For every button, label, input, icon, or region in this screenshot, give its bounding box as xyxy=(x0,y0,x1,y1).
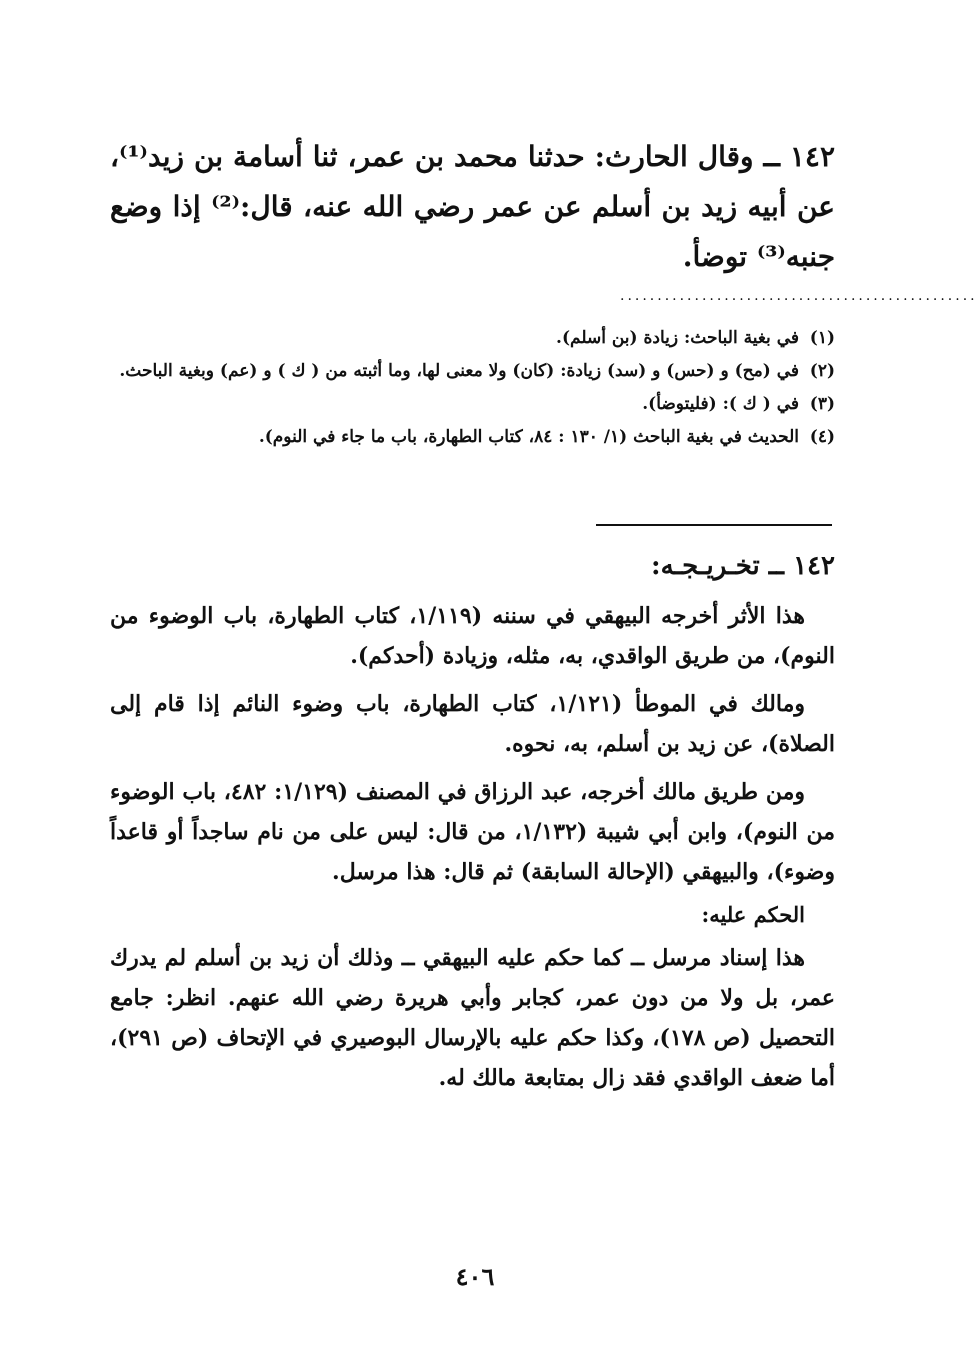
footnote-number: (٤) xyxy=(809,427,835,447)
footnote-text: في (مح) و (حس) و (سد) زيادة: (كان) ولا معنى لها، وما أثبته من ( ك ) و (عم) وبغية الباحث. xyxy=(119,361,799,381)
judgment-paragraph: هذا إسناد مرسل ــ كما حكم عليه البيهقي ــ وذلك أن زيد بن أسلم لم يدرك عمر، بل ولا من دون عمر، كجابر وأبي هريرة رضي الله عنهم. انظر: جامع التحصيل (ص ١٧٨)، وكذا حكم عليه بالإرسال البوصيري في الإتحاف (ص ٢٩١)، أما ضعف الواقدي فقد زال بمتابعة مالك له. xyxy=(110,945,836,1091)
footnote-text: في ( ك ): (فليتوضأ). xyxy=(642,394,799,414)
footnote-separator-dots: ................................................ xyxy=(620,288,978,304)
takhrij-heading: ١٤٢ ــ تخـريـجـه: xyxy=(650,551,835,581)
footnote-3 xyxy=(110,388,835,421)
footnotes xyxy=(110,322,835,454)
takhrij-body xyxy=(110,596,835,1106)
footnote-2 xyxy=(110,355,835,388)
footnote-text: في بغية الباحث: زيادة (بن أسلم). xyxy=(556,328,799,348)
footnote-number: (٢) xyxy=(809,361,835,381)
takhrij-paragraph-2: ومالك في الموطأ (١/١٢١، كتاب الطهارة، باب وضوء النائم إذا قام إلى الصلاة)، عن زيد بن أسلم، به، نحوه. xyxy=(110,691,835,757)
hadith-text: ١٤٢ ــ وقال الحارث: حدثنا محمد بن عمر، ثنا أسامة بن زيد⁽¹⁾، عن أبيه زيد بن أسلم عن عمر رضي الله عنه، قال:⁽²⁾ إذا وضع جنبه⁽³⁾ توضأ. xyxy=(110,140,836,273)
footnote-1 xyxy=(110,322,835,355)
footnote-4 xyxy=(110,421,835,454)
footnote-number: (٣) xyxy=(809,394,835,414)
footnote-text: الحديث في بغية الباحث (١/ ١٣٠ : ٨٤، كتاب الطهارة، باب ما جاء في النوم). xyxy=(258,427,799,447)
section-divider xyxy=(596,524,832,526)
judgment-heading: الحكم عليه: xyxy=(701,902,805,927)
takhrij-paragraph-1: هذا الأثر أخرجه البيهقي في سننه (١/١١٩، كتاب الطهارة، باب الوضوء من النوم)، من طريق الواقدي، به، مثله، وزيادة (أحدكم). xyxy=(110,603,835,669)
footnote-number: (١) xyxy=(809,328,835,348)
takhrij-paragraph-3: ومن طريق مالك أخرجه، عبد الرزاق في المصنف (١/١٢٩: ٤٨٢، باب الوضوء من النوم)، وابن أبي شيبة (١/١٣٢، من قال: ليس على من نام ساجداً أو قاعداً وضوء)، والبيهقي (الإحالة السابقة) ثم قال: هذا مرسل. xyxy=(110,779,835,885)
page-number: ٤٠٦ xyxy=(455,1262,495,1291)
